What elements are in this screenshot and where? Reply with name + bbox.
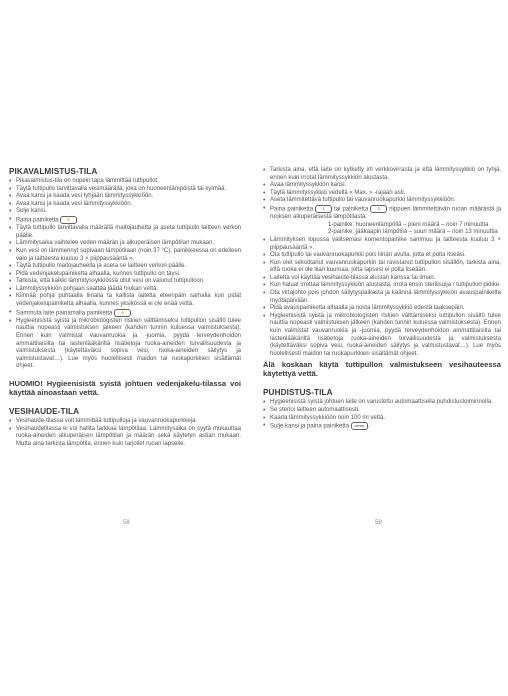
list-item: • Ota virtajohto pois johdon säilytyspaikasta ja käännä lämmityssykkiön avauspainiketta myötäpäivään.: [263, 290, 501, 305]
list-item-text: Sulje kansi ja paina painiketta: [270, 423, 350, 430]
list-item: • Ota tuttipullo tai vauvanruokapurkki pois liinan avulla, jotta et polta itseäsi.: [263, 252, 501, 260]
list-item: • Täytä tuttipullo tarvittavalla vesimäärällä, joka on huoneenlämpöistä tai kylmää.: [9, 186, 241, 194]
list-item: • Pidä avauspainiketta alhaalla ja nosta lämmityssykkiö edestä taaksepäin.: [263, 305, 501, 313]
left-column: [9, 167, 241, 448]
quick-heat-button-icon: ⚡: [60, 216, 77, 224]
list-item: • Hygieenisistä syistä johtuen laite on varustettu automaattisella puhdistustoiminnolla.: [263, 399, 501, 407]
list-item-end: .: [131, 310, 133, 317]
list-item: • Hygieenisistä syistä ja mikrobiologisten riskien välttämiseksi tuttipullon sisältö tulee nauttia nopeasti valmistuksen jälkeen (kahden tunnin kuluessa valmistuksesta). Ennen kuin valmistat vauvanruokia ja -juomia, pyydä terveydenhoidon ammattilaisilta tai lastenlääkäriltä lisätietoja ruoka-aineiden turvallisuudesta ja valmistuksesta (käytettäväksi sopiva vesi, ruoka-aineiden säilytys ja valmistustavat…). Lue myös huolellisesti maidon tai ruokapurkkien sisältämät ohjeet.: [263, 313, 501, 359]
vesihaude-list: [9, 418, 241, 448]
hygiene-warning: HUOMIO! Hygieenisistä syistä johtuen vedenjakelu-tilassa voi käyttää ainoastaan vettä.: [9, 379, 241, 397]
vesihaude-steps-list: [263, 167, 501, 358]
heading-pikavalmistus: PIKAVALMISTUS-TILA: [9, 167, 98, 176]
list-item: [9, 216, 241, 225]
list-item: • Lämmitysaika vaihtelee veden määrän ja alkuperäisen lämpötilan mukaan.: [9, 240, 241, 248]
list-item: • Täytä tuttipullo tarvittavalla määrällä maitojauhetta ja aseta tuttipullo laitteen verkon päälle.: [9, 225, 241, 240]
button-1-icon: 1: [315, 205, 332, 213]
list-item: • Sulje kansi.: [9, 208, 241, 216]
list-item: • Pidä vedenjakelupainiketta alhaalla, kunnes tuttipullo on täysi.: [9, 271, 241, 279]
bath-water-warning: Älä koskaan käytä tuttipullon valmistukseen vesihauteessa käytettyä vettä.: [263, 360, 501, 379]
list-item: • Hygieenisistä syistä ja mikrobiologisten riskien välttämiseksi tuttipullon sisältö tulee nauttia nopeasti valmistuksen jälkeen (kahden tunnin kuluessa valmistuksesta). Ennen kuin valmistat vauvanruokia ja -juomia, pyydä terveydenhoidon ammattilaisilta tai lastenlääkäriltä lisätietoja ruoka-aineiden turvallisuudesta ja valmistuksesta (käytettäväksi sopiva vesi, ruoka-aineiden säilytys ja valmistustavat…). Lue myös huolellisesti maidon tai ruokapurkkien sisältämät ohjeet.: [9, 318, 241, 371]
quick-heat-button-icon: ⚡: [114, 309, 131, 317]
list-item: • Kiinnää pohja puhtaalla liinalla ta kallista laitetta eteenpäin samalla kun pidät vedenjakelupainiketta alhaalla, kunnes yksikössä ei ole enää vettä.: [9, 293, 241, 308]
heading-puhdistus: PUHDISTUS-TILA: [263, 388, 333, 398]
right-page: [254, 0, 508, 696]
right-column: [263, 167, 501, 431]
list-item: • Tarkista, että kaikki lämmityssykkiössä ollut vesi on valunut tuttipulloon.: [9, 278, 241, 286]
list-item: • Tarkista aina, että laite on kytketty irti verkkovirrasta ja että lämmityssykkiö on tyhjä, ennen kuin irrotat lämmityssykkiön alustasta.: [263, 167, 501, 182]
list-item: • Pikavalmistus-tila on nopein tapa lämmittää tuttipullot.: [9, 178, 241, 186]
list-item-end: .: [367, 423, 370, 430]
list-item: • Avaa kansi ja kaada vesi tyhjään lämmityssykkiöön.: [9, 193, 241, 201]
list-item: • Se sterloi laitteen automaattisesti.: [263, 407, 501, 415]
list-item: • Kun haluat irrottaa lämmityssykkiön alustasta, irrota ensin sterilisoija / tuttipullon pidike.: [263, 282, 501, 290]
list-item: • Kun vesi on lämmennyt sopivaan lämpötilaan (noin 37 °C), painikkeessa on edelleen valo ja laitteesta kuuluu 3 × piippausääntä ».: [9, 248, 241, 263]
list-item: • Vesihaudetilassa ei voi hallita tarkkaa lämpötilaa. Lämmitysaika on syytä mukauttaa ruoka-aineiden alkuperäisen lämpötilan ja määrän sekä käytetyn astian mukaan. Mutta aina tarkista lämpötila, ennen kuin tarjoilet ruoan lapselle.: [9, 426, 241, 449]
list-item: • Aseta lämmitettävä tuttipullo tai vauvanruokapurkki lämmityssykkiöön.: [263, 197, 501, 205]
list-item: [9, 309, 241, 318]
list-item-text: Paina painiketta: [16, 217, 59, 224]
list-item: • Avaa kansi ja kaada vesi lämmityssykkiöön.: [9, 201, 241, 209]
list-item: • Täytä lämmityssykkiö vedellä « Max. » -rajaan asti.: [263, 190, 501, 198]
sub-item: 2-painike: jääkaapin lämpötila – suuri määrä – noin 13 minuuttia: [328, 229, 498, 236]
page-number: 59: [375, 520, 382, 526]
list-item-text: riippuen lämmitettävän ruoan määrästä ja ruoksen alkuperäisestä lämpötilasta:: [270, 206, 502, 221]
list-item: [263, 422, 501, 431]
list-item: • Lämmityssykkiön pohjaan saattaa jäädä hiukan vettä.: [9, 286, 241, 294]
list-item-end: .: [77, 217, 80, 224]
list-item: • Kun olet sekoittanut vauvanruokapurkin tai ravistanut tuttipullon sisällön, tarkista aina, että ruoka ei ole liian kuumaa, jotta lapsesi ei polta itseään.: [263, 260, 501, 275]
sub-item: 1-painike: huoneenlämpöllä – pieni määrä – noin 7 minuuttia: [328, 221, 489, 228]
puhdistus-list: [263, 399, 501, 431]
list-item: [263, 205, 501, 237]
list-item: • Kaada lämmityssykkiöön noin 100 ml vettä.: [263, 415, 501, 423]
list-item: • Lämmityksen lopussa valitsemasi komentopainike sammuu ja laitteesta kuuluu 3 × piippausääntä ».: [263, 237, 501, 252]
pikavalmistus-list: [9, 178, 241, 371]
clean-button-icon: clean: [351, 422, 368, 430]
page-number: 58: [123, 520, 130, 526]
button-2-icon: 2: [370, 205, 387, 213]
list-item: • Täytä tuttipullo maitojauheella ja aseta se laitteen verkon päälle.: [9, 263, 241, 271]
heading-vesihaude: VESIHAUDE-TILA: [9, 407, 80, 416]
list-item-text: tai painiketta: [334, 206, 369, 213]
list-item: • Avaa lämmityssykkiön kansi.: [263, 182, 501, 190]
list-item: • Vesihaude-tilassa voit lämmittää tuttipulloja ja vauvanruokapurkkeja.: [9, 418, 241, 426]
list-item-text: Sammuta laite painamalla painiketta: [16, 310, 113, 317]
list-item: • Laitetta voi käyttää vesihaude-tilassa alustan kanssa tai ilman.: [263, 275, 501, 283]
list-item-text: Paina painiketta: [270, 206, 314, 213]
